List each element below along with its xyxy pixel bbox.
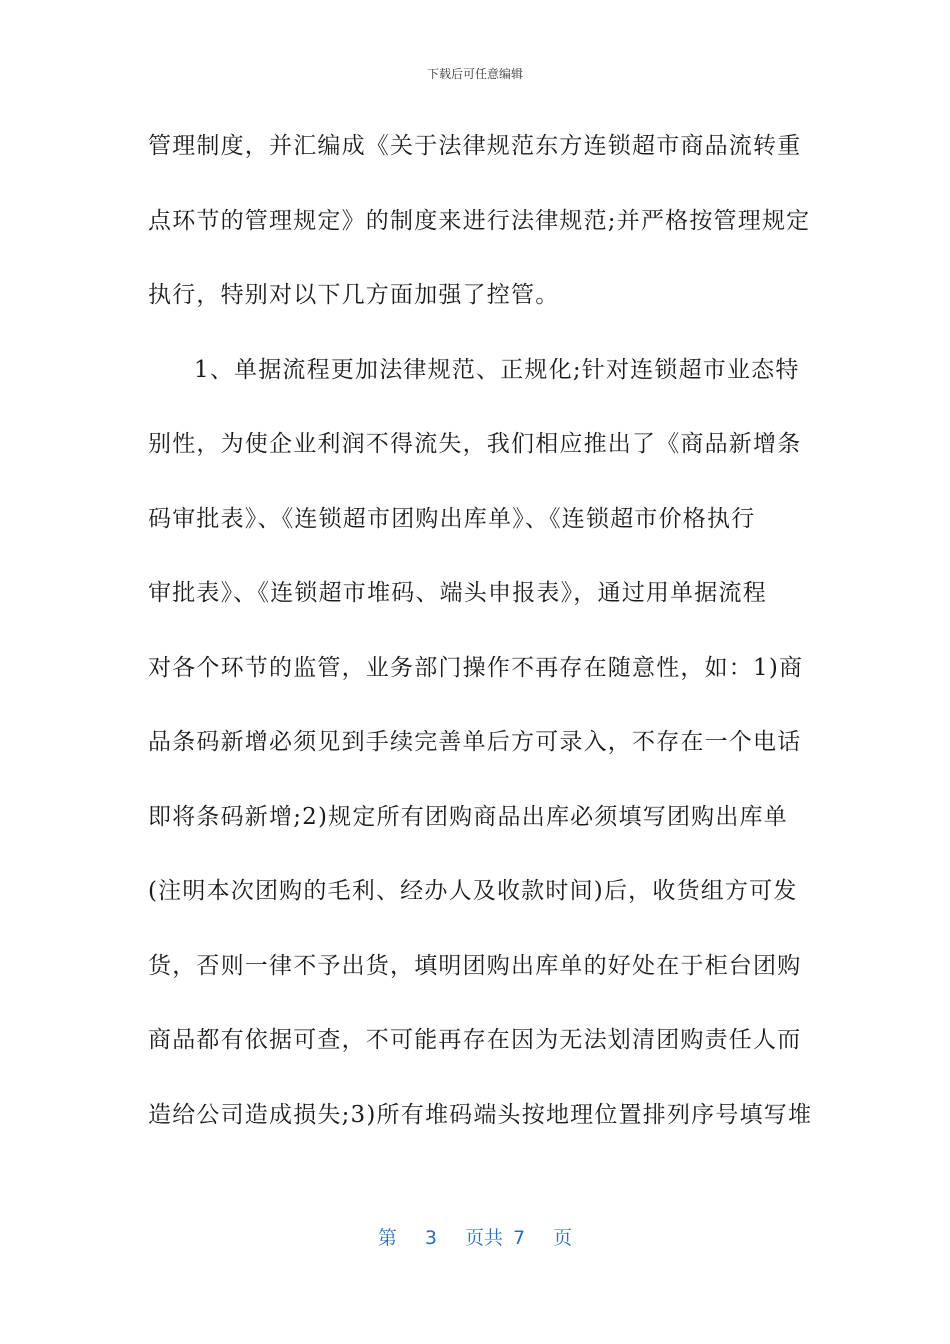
text-line: 商品都有依据可查，不可能再存在因为无法划清团购责任人而 xyxy=(148,1027,802,1053)
footer-prefix: 第 xyxy=(377,1227,397,1249)
text-line: 审批表》、《连锁超市堆码、端头申报表》，通过用单据流程 xyxy=(148,580,767,606)
footer-current-page: 3 xyxy=(424,1227,437,1249)
text-line: 执行，特别对以下几方面加强了控管。 xyxy=(148,282,560,308)
footer-middle: 页共 xyxy=(464,1227,503,1249)
text-line: 别性，为使企业利润不得流失，我们相应推出了《商品新增条 xyxy=(148,431,802,457)
page-number-footer xyxy=(0,1226,950,1250)
footer-total-pages: 7 xyxy=(513,1227,526,1249)
text-line: 造给公司造成损失;3)所有堆码端头按地理位置排列序号填写堆 xyxy=(148,1101,813,1128)
document-body xyxy=(148,126,813,1169)
text-line: 对各个环节的监管，业务部门操作不再存在随意性，如：1)商 xyxy=(148,654,804,681)
page-header-note: 下载后可任意编辑 xyxy=(426,67,523,81)
text-line: 点环节的管理规定》的制度来进行法律规范;并严格按管理规定 xyxy=(148,207,811,234)
text-line: 码审批表》、《连锁超市团购出库单》、《连锁超市价格执行 xyxy=(148,505,756,532)
text-line: 品条码新增必须见到手续完善单后方可录入，不存在一个电话 xyxy=(148,729,802,755)
footer-suffix: 页 xyxy=(553,1227,573,1249)
paragraph-start-line: 1、单据流程更加法律规范、正规化;针对连锁超市业态特 xyxy=(194,356,800,383)
text-line: 货，否则一律不予出货，填明团购出库单的好处在于柜台团购 xyxy=(148,952,802,979)
text-line: 即将条码新增;2)规定所有团购商品出库必须填写团购出库单 xyxy=(148,803,788,830)
text-line: (注明本次团购的毛利、经办人及收款时间)后，收货组方可发 xyxy=(148,878,798,904)
text-line: 管理制度，并汇编成《关于法律规范东方连锁超市商品流转重 xyxy=(148,133,802,159)
